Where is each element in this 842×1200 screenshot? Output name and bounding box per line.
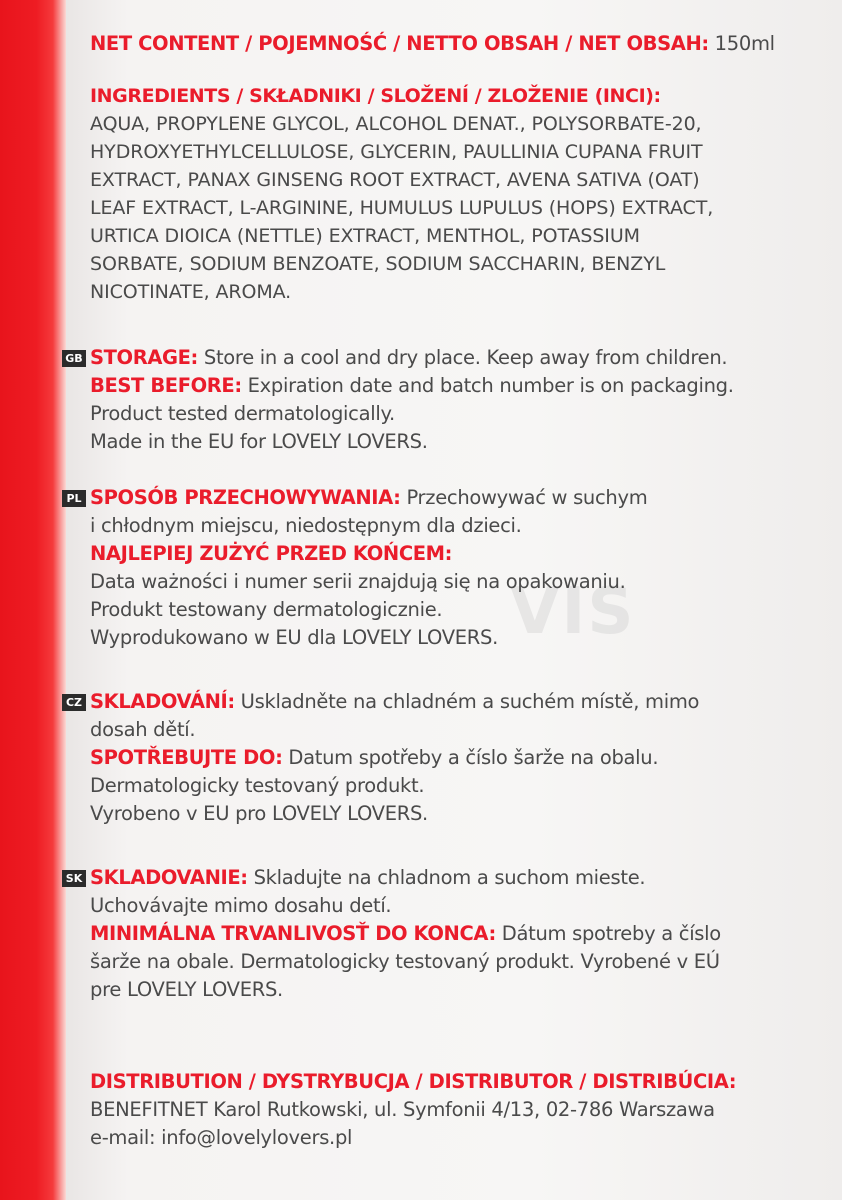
ingredients-label: INGREDIENTS / SKŁADNIKI / SLOŽENÍ / ZLOŽENIE (INCI): [90, 85, 661, 107]
ingredients-line: URTICA DIOICA (NETTLE) EXTRACT, MENTHOL, POTASSIUM [90, 225, 640, 247]
ingredients-line: HYDROXYETHYLCELLULOSE, GLYCERIN, PAULLINIA CUPANA FRUIT [90, 141, 703, 163]
sk-best-before [90, 920, 830, 948]
section-cz [65, 688, 830, 828]
sk-best-before-label: MINIMÁLNA TRVANLIVOSŤ DO KONCA: [90, 922, 496, 945]
sk-storage [90, 864, 830, 892]
gb-storage-label: STORAGE: [90, 346, 198, 369]
gb-storage-text: Store in a cool and dry place. Keep away from children. [197, 346, 728, 369]
gb-best-before-text: Expiration date and batch number is on packaging. [241, 374, 734, 397]
sk-storage-text-2: Uchovávajte mimo dosahu detí. [90, 894, 392, 917]
sk-storage-text: Skladujte na chladnom a suchom mieste. [247, 866, 646, 889]
sk-line: pre LOVELY LOVERS. [90, 978, 283, 1001]
pl-storage-label: SPOSÓB PRZECHOWYWANIA: [90, 486, 401, 509]
cz-line: Dermatologicky testovaný produkt. [90, 774, 425, 797]
gb-best-before-label: BEST BEFORE: [90, 374, 242, 397]
language-tag-gb: GB [62, 350, 86, 367]
gb-line: Product tested dermatologically. [90, 402, 395, 425]
language-tag-sk: SK [62, 870, 86, 887]
language-tag-cz: CZ [62, 694, 86, 711]
section-pl [66, 484, 830, 652]
cz-best-before-text: Datum spotřeby a číslo šarže na obalu. [282, 746, 659, 769]
cz-line: Vyrobeno v EU pro LOVELY LOVERS. [90, 802, 428, 825]
distribution-address: BENEFITNET Karol Rutkowski, ul. Symfonii 4/13, 02-786 Warszawa [90, 1098, 715, 1121]
ingredients-line: EXTRACT, PANAX GINSENG ROOT EXTRACT, AVENA SATIVA (OAT) [90, 169, 700, 191]
cz-best-before [90, 744, 830, 772]
section-sk [65, 864, 830, 1004]
section-gb [65, 344, 830, 456]
red-side-strip [0, 0, 66, 1200]
distribution-label: DISTRIBUTION / DYSTRYBUCJA / DISTRIBUTOR / DISTRIBÚCIA: [90, 1070, 737, 1093]
distribution-email: e-mail: info@lovelylovers.pl [90, 1126, 353, 1149]
sk-line: šarže na obale. Dermatologicky testovaný produkt. Vyrobené v EÚ [90, 950, 720, 973]
cz-best-before-label: SPOTŘEBUJTE DO: [90, 746, 283, 769]
cz-storage [90, 688, 830, 716]
cz-storage-text: Uskladněte na chladném a suchém místě, mimo [234, 690, 700, 713]
gb-best-before [90, 372, 830, 400]
section-distribution [90, 1068, 830, 1152]
ingredients-line: NICOTINATE, AROMA. [90, 281, 292, 303]
gb-storage [90, 344, 830, 372]
net-content-value: 150ml [714, 32, 775, 55]
pl-storage-text: Przechowywać w suchym [400, 486, 648, 509]
pl-storage [90, 484, 830, 512]
net-content-label: NET CONTENT / POJEMNOŚĆ / NETTO OBSAH / NET OBSAH: [90, 32, 709, 55]
sk-best-before-text: Dátum spotreby a číslo [495, 922, 721, 945]
gb-line: Made in the EU for LOVELY LOVERS. [90, 430, 428, 453]
watermark: VIS [510, 575, 636, 649]
ingredients-line: LEAF EXTRACT, L-ARGININE, HUMULUS LUPULUS (HOPS) EXTRACT, [90, 197, 714, 219]
pl-line: Produkt testowany dermatologicznie. [90, 598, 443, 621]
ingredients-section [90, 82, 830, 306]
pl-best-before-label: NAJLEPIEJ ZUŻYĆ PRZED KOŃCEM: [90, 542, 453, 565]
cz-storage-text-2: dosah dětí. [90, 718, 196, 741]
ingredients-line: AQUA, PROPYLENE GLYCOL, ALCOHOL DENAT., POLYSORBATE-20, [90, 113, 702, 135]
pl-storage-text-2: i chłodnym miejscu, niedostępnym dla dzieci. [90, 514, 522, 537]
language-tag-pl: PL [62, 490, 86, 507]
cz-storage-label: SKLADOVÁNÍ: [90, 690, 235, 713]
net-content-line [90, 30, 830, 58]
pl-line: Wyprodukowano w EU dla LOVELY LOVERS. [90, 626, 498, 649]
sk-storage-label: SKLADOVANIE: [90, 866, 248, 889]
pl-line: Data ważności i numer serii znajdują się na opakowaniu. [90, 570, 626, 593]
ingredients-line: SORBATE, SODIUM BENZOATE, SODIUM SACCHARIN, BENZYL [90, 253, 666, 275]
